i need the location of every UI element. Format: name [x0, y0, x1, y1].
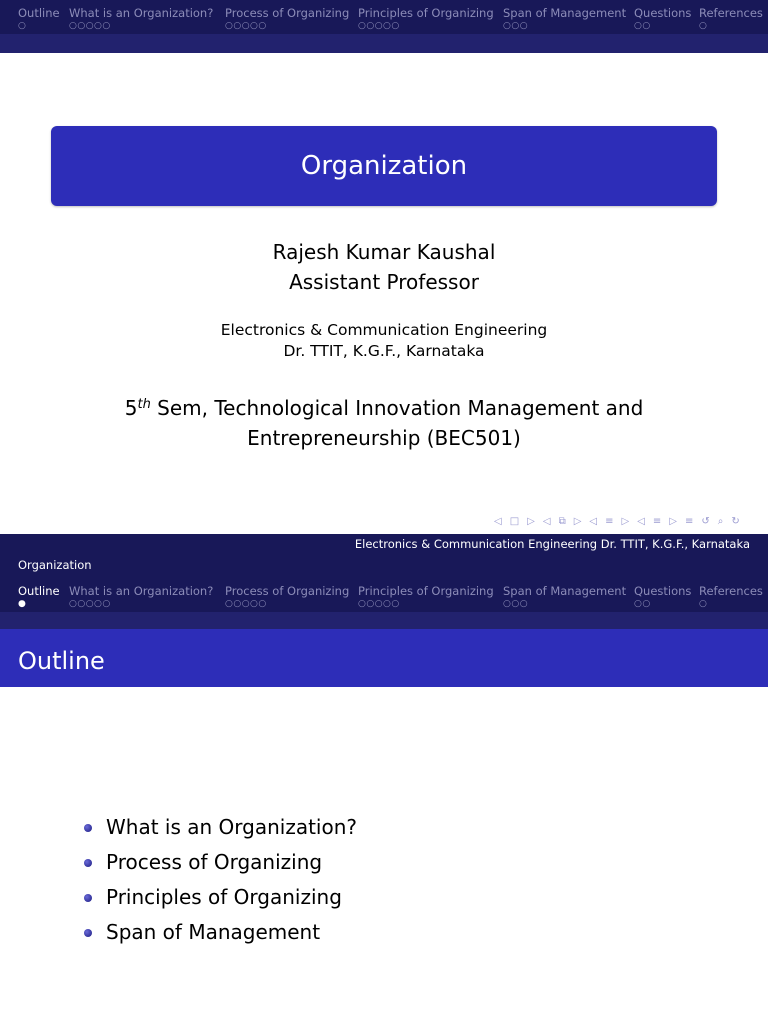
next-subsection-icon[interactable]: ▷ [621, 516, 631, 527]
nav-section-references[interactable] [699, 584, 763, 609]
nav-section-label: Principles of Organizing [358, 6, 494, 20]
nav-section-outline[interactable] [18, 584, 60, 609]
title-box [51, 126, 717, 206]
nav-section-principles-of-organizing[interactable] [358, 6, 494, 31]
navigation-subbar [0, 612, 768, 629]
footline: Electronics & Communication Engineering Dr. TTIT, K.G.F., Karnataka [0, 534, 768, 556]
nav-frame-dots[interactable]: ○○○ [503, 21, 529, 31]
nav-frame-dots[interactable]: ○ [699, 21, 708, 31]
nav-section-label: Span of Management [503, 584, 627, 598]
slide-icon[interactable]: □ [509, 516, 521, 527]
outline-item-label: Process of Organizing [106, 850, 323, 874]
outline-item-what-is-an-organization[interactable] [84, 810, 357, 845]
section-icon[interactable]: ≡ [652, 516, 663, 527]
nav-section-label: What is an Organization? [69, 6, 214, 20]
nav-frame-dots[interactable]: ○○ [634, 599, 651, 609]
section-navigation-bar [0, 0, 768, 53]
document-icon[interactable]: ≡ [685, 516, 695, 527]
outline-slide [0, 556, 768, 1024]
nav-section-label: References [699, 584, 763, 598]
search-icon[interactable]: ⌕ [717, 516, 725, 527]
nav-frame-dots[interactable]: ○ [18, 21, 27, 31]
prev-slide-icon[interactable]: ◁ [494, 516, 503, 527]
navigation-subbar [0, 34, 768, 53]
nav-section-label: Span of Management [503, 6, 627, 20]
nav-section-what-is-an-organization[interactable] [69, 584, 213, 609]
nav-frame-dots[interactable]: ○ [699, 599, 708, 609]
nav-section-label: Principles of Organizing [358, 584, 494, 598]
outline-item-label: Span of Management [106, 920, 321, 944]
beamer-navigation-symbols [494, 516, 764, 530]
nav-section-what-is-an-organization[interactable] [69, 6, 213, 31]
course-line-1 [0, 396, 768, 420]
subsection-icon[interactable]: ≡ [605, 516, 615, 527]
outline-item-label: What is an Organization? [106, 815, 358, 839]
presentation-title: Organization [300, 151, 468, 181]
author-role: Assistant Professor [289, 270, 479, 294]
bullet-icon [84, 929, 92, 937]
next-slide-icon[interactable]: ▷ [527, 516, 536, 527]
nav-section-questions[interactable] [634, 6, 691, 31]
nav-section-label: Questions [634, 584, 692, 598]
semester-ordinal-suffix: th [137, 397, 151, 412]
department: Electronics & Communication Engineering [220, 321, 548, 339]
nav-section-questions[interactable] [634, 584, 691, 609]
nav-section-label: References [699, 6, 763, 20]
slide-headline: Organization [0, 556, 768, 578]
nav-frame-dots[interactable]: ○○○ [503, 599, 529, 609]
nav-section-label: Outline [18, 6, 60, 20]
institute: Dr. TTIT, K.G.F., Karnataka [283, 342, 485, 360]
nav-frame-dots[interactable]: ○○○○○ [225, 599, 267, 609]
course-title-part-1: Sem, Technological Innovation Management and [150, 396, 644, 420]
nav-frame-dots[interactable]: ○○○○○ [358, 21, 400, 31]
nav-section-span-of-management[interactable] [503, 6, 626, 31]
outline-item-label: Principles of Organizing [106, 885, 342, 909]
nav-frame-dots[interactable]: ○○○○○ [69, 599, 111, 609]
nav-section-process-of-organizing[interactable] [225, 584, 349, 609]
prev-subsection-icon[interactable]: ◁ [589, 516, 599, 527]
course-line-2: Entrepreneurship (BEC501) [247, 426, 521, 450]
bullet-icon [84, 824, 92, 832]
nav-section-label: Process of Organizing [225, 584, 350, 598]
nav-section-span-of-management[interactable] [503, 584, 626, 609]
nav-section-references[interactable] [699, 6, 763, 31]
author-name: Rajesh Kumar Kaushal [272, 240, 496, 264]
frame-icon[interactable]: ⧉ [558, 516, 567, 527]
prev-frame-icon[interactable]: ◁ [542, 516, 552, 527]
nav-frame-dots[interactable]: ○○○○○ [69, 21, 111, 31]
nav-section-label: What is an Organization? [69, 584, 214, 598]
nav-frame-dots[interactable]: ○○ [634, 21, 651, 31]
nav-section-outline[interactable] [18, 6, 60, 31]
frame-title: Outline [0, 629, 768, 687]
outline-item-principles-of-organizing[interactable] [84, 880, 357, 915]
semester-number: 5 [124, 396, 138, 420]
nav-section-principles-of-organizing[interactable] [358, 584, 494, 609]
outline-item-process-of-organizing[interactable] [84, 845, 357, 880]
outline-item-span-of-management[interactable] [84, 915, 357, 950]
nav-frame-dots[interactable]: ● [18, 599, 27, 609]
nav-section-label: Process of Organizing [225, 6, 350, 20]
nav-section-label: Questions [634, 6, 692, 20]
nav-section-process-of-organizing[interactable] [225, 6, 349, 31]
nav-frame-dots[interactable]: ○○○○○ [358, 599, 400, 609]
bullet-icon [84, 859, 92, 867]
next-frame-icon[interactable]: ▷ [573, 516, 583, 527]
forward-icon[interactable]: ↻ [731, 516, 741, 527]
outline-list [84, 810, 357, 950]
section-navigation-bar [0, 578, 768, 629]
next-section-icon[interactable]: ▷ [669, 516, 678, 527]
nav-frame-dots[interactable]: ○○○○○ [225, 21, 267, 31]
back-icon[interactable]: ↺ [701, 516, 711, 527]
bullet-icon [84, 894, 92, 902]
nav-section-label: Outline [18, 584, 60, 598]
prev-section-icon[interactable]: ◁ [637, 516, 646, 527]
